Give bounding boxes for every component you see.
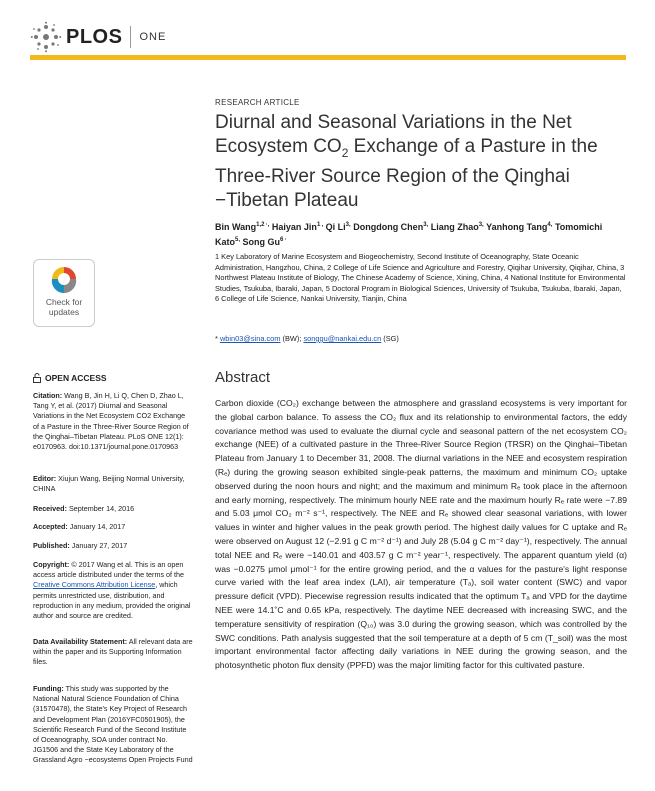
data-availability-text: All relevant data are within the paper and its Supporting Information files. [33,637,193,667]
author[interactable]: Yanhong Tang$^{4,}$ [486,222,553,232]
data-availability-block [33,637,193,668]
abstract-text: Carbon dioxide (CO₂) exchange between the atmosphere and grassland ecosystems is very important for the global carbon balance. To assess the CO₂ flux and its relationship to environmental factors, the eddy covariance method was used to evaluate the diurnal cycle and seasonal pattern of the net ecosystem CO₂ exchange (NEE) of a cultivated pasture in the Three-River Source Region (TRSR) on the Qinghai–Tibetan Plateau from January 1 to December 31, 2008. The diurnal variations in the NEE and ecosystem respiration (Rₑ) during the growing season exhibited single-peak patterns, the maximum and minimum CO₂ uptake observed during the noon hours and night; and the maximum and minimum Rₑ took place in the afternoon and early morning, respectively. The minimum hourly NEE rate and the maximum hourly Rₑ rate were −7.89 and 5.03 μmol CO₂ m⁻² s⁻¹, respectively. The NEE and Rₑ showed clear seasonal variations, with lower values in winter and higher values in the peak growth period. The highest daily values for C uptake and Rₑ were observed on August 12 (−2.91 g C m⁻² d⁻¹) and July 28 (5.04 g C m⁻² day⁻¹), respectively. The annual total NEE and Rₑ were −140.01 and 403.57 g C m⁻² year⁻¹, respectively. The apparent quantum yield (α) was −0.0275 μmol μmol⁻¹ for the entire growing period, and the α values for the pasture's light response curve varied with the leaf area index (LAI), air temperature (Tₐ), soil water content (SWC) and vapor pressure deficit (VPD). Piecewise regression results indicated that the optimum Tₐ and VPD for the daytime NEE were 14.1˚C and 0.65 kPa, respectively. The daytime NEE decreased with increasing SWC, and the temperature sensitivity of respiration (Q₁₀) was 3.0 during the growing season, which was controlled by the SWC conditions. Path analysis suggested that the soil temperature at a depth of 5 cm (T_soil) was the most important environmental factor affecting daily variations in NEE during the growing season, and the photosynthetic photon flux density (PPFD) was the major limiting factor for this cultivated pasture. [215,398,627,671]
editor-block [33,474,193,494]
editor-text: Xiujun Wang, Beijing Normal University, CHINA [33,474,185,494]
author[interactable]: Bin Wang$^{1,2 \cdot,}$ [215,222,270,232]
accepted-date: January 14, 2017 [69,522,126,531]
email1-initials: (BW); [280,334,304,343]
received-date: September 14, 2016 [68,504,135,513]
received-label: Received: [33,504,67,513]
abstract-heading: Abstract [215,369,271,386]
corresponding-contact [215,334,627,343]
open-lock-icon [33,373,41,383]
title-subscript: 2 [341,145,349,160]
email-link-2[interactable]: songgu@nankai.edu.cn [303,334,382,343]
email2-initials: (SG) [381,334,399,343]
author[interactable]: Liang Zhao$^{3,}$ [430,222,484,232]
crossmark-icon [51,266,77,294]
crossmark-line1: Check for [45,297,83,307]
affiliations: 1 Key Laboratory of Marine Ecosystem and Biogeochemistry, Second Institute of Oceanography, State Oceanic Administration, Hangzhou, China, 2 College of Life Science and Agriculture and Forestry, Qiqihar University, Qiqihar, China, 3 Northwest Plateau Institute of Biology, The Chinese Academy of Science, Xining, China, 4 National Institute for Environmental Studies, Tsukuba, Ibaraki, Japan, 5 Doctoral Program in Biological Sciences, University of Tsukuba, Tsukuba, Ibaraki, Japan, 6 College of Life Science, Nankai University, Tianjin, China [215,252,626,304]
open-access-label [33,373,107,383]
citation-label: Citation: [33,391,63,400]
title-text: Diurnal and Seasonal Variations in the Net Ecosystem CO [215,112,572,157]
citation-text: Wang B, Jin H, Li Q, Chen D, Zhao L, Tang Y, et al. (2017) Diurnal and Seasonal Variations in the Net Ecosystem CO2 Exchange of a Pasture in the Three-River Source Region of the Qinghai–Tibetan Plateau. PLoS ONE 12(1): e0170963. doi:10.1371/journal.pone.0170963 [33,391,189,452]
plos-logo-icon [30,21,62,53]
contact-star: * [215,334,218,343]
accepted-block [33,522,193,532]
copyright-text: © 2017 Wang et al. This is an open access article distributed under the terms of the [33,560,185,580]
published-date: January 27, 2017 [71,541,128,550]
published-label: Published: [33,541,70,550]
header-accent-bar [30,55,626,60]
email-link-1[interactable]: wbin03@sina.com [219,334,281,343]
logo-divider [130,26,131,48]
author[interactable]: Haiyan Jin$^{1 ,}$ [271,222,324,232]
article-type: RESEARCH ARTICLE [215,98,300,107]
crossmark-line2: updates [48,307,80,317]
funding-block [33,684,193,766]
received-block [33,504,193,514]
accepted-label: Accepted: [33,522,68,531]
funding-label: Funding: [33,684,64,693]
author-list [215,219,627,249]
data-availability-label: Data Availability Statement: [33,637,128,646]
copyright-block [33,560,193,621]
citation-block [33,391,193,452]
open-access-text: OPEN ACCESS [45,373,107,383]
copyright-label: Copyright: [33,560,70,569]
author[interactable]: Qi $Li^{3,}$ [325,222,351,232]
author[interactable]: Tomomichi Kato$^{5,}$ [215,222,603,247]
journal-name: PLOS [66,25,123,48]
author[interactable]: Dongdong Chen$^{3,}$ [353,222,429,232]
editor-label: Editor: [33,474,57,483]
license-link[interactable]: Creative Commons Attribution License [33,580,156,590]
funding-text: This study was supported by the National Natural Science Foundation of China (31570478), the State's Key Project of Research and Development Plan (2016YFC0501905), the Scientific Research Fund of the Second Institute of Oceanography, SOA under contract No. JG1506 and the State Key Laboratory of the Grassland Agro −ecosystems Open Projects Fund [33,684,193,765]
published-block [33,541,193,551]
author[interactable]: Song $Gu^{6 \cdot}$ [242,237,287,247]
article-title [215,111,627,213]
title-text-end: Exchange of a Pasture in the Three-River Source Region of the Qinghai −Tibetan Plateau [215,136,598,211]
plos-logo[interactable] [30,21,166,53]
check-for-updates-badge[interactable] [33,259,95,327]
copyright-text-end: , which permits unrestricted use, distribution, and reproduction in any medium, provided the original author and source are credited. [33,580,191,621]
journal-subname: ONE [139,31,167,43]
